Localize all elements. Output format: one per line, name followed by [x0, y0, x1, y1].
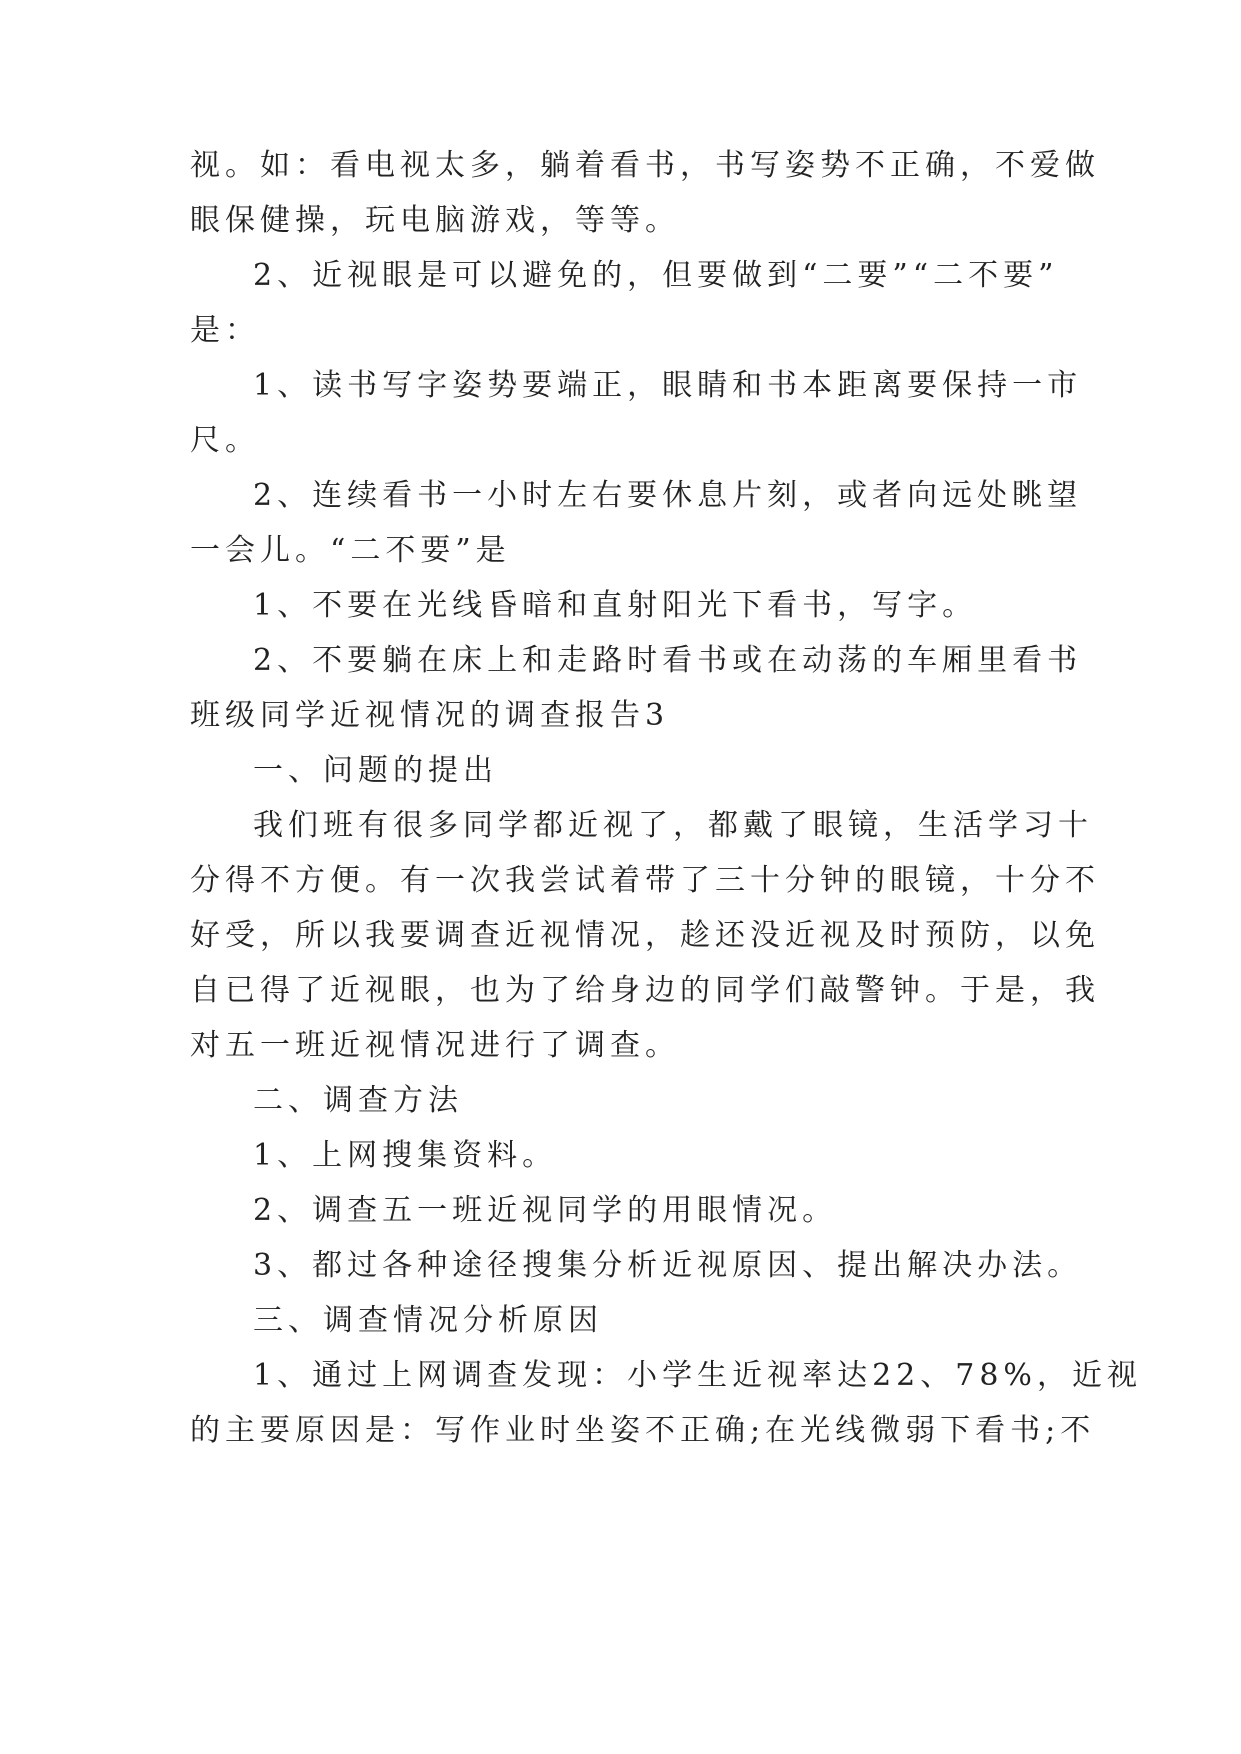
heading: 一、问题的提出	[253, 753, 498, 788]
text-line: 视。如：看电视太多，躺着看书，书写姿势不正确，不爱做	[190, 148, 1100, 183]
paragraph-start: 我们班有很多同学都近视了，都戴了眼镜，生活学习十	[253, 808, 1093, 843]
heading: 三、调查情况分析原因	[253, 1303, 603, 1338]
paragraph-start: 3、都过各种途径搜集分析近视原因、提出解决办法。	[253, 1248, 1083, 1283]
text-line: 眼保健操，玩电脑游戏，等等。	[190, 203, 680, 238]
text-line: 对五一班近视情况进行了调查。	[190, 1028, 680, 1063]
paragraph-start: 1、读书写字姿势要端正，眼睛和书本距离要保持一市	[253, 368, 1083, 403]
paragraph-start: 1、通过上网调查发现：小学生近视率达22、78%，近视	[253, 1358, 1142, 1393]
text-line: 是：	[190, 313, 260, 348]
text-line: 自已得了近视眼，也为了给身边的同学们敲警钟。于是，我	[190, 973, 1100, 1008]
paragraph-start: 2、连续看书一小时左右要休息片刻，或者向远处眺望	[253, 478, 1083, 513]
text-line: 的主要原因是：写作业时坐姿不正确;在光线微弱下看书;不	[190, 1413, 1096, 1448]
text-line: 尺。	[190, 423, 260, 458]
paragraph-start: 2、不要躺在床上和走路时看书或在动荡的车厢里看书	[253, 643, 1083, 678]
heading: 二、调查方法	[253, 1083, 463, 1118]
text-line: 分得不方便。有一次我尝试着带了三十分钟的眼镜，十分不	[190, 863, 1100, 898]
text-line: 好受，所以我要调查近视情况，趁还没近视及时预防，以免	[190, 918, 1100, 953]
paragraph-start: 2、调查五一班近视同学的用眼情况。	[253, 1193, 838, 1228]
section-title: 班级同学近视情况的调查报告3	[190, 698, 670, 733]
paragraph-start: 2、近视眼是可以避免的，但要做到“二要”“二不要”	[253, 258, 1059, 293]
text-line: 一会儿。“二不要”是	[190, 533, 511, 568]
paragraph-start: 1、不要在光线昏暗和直射阳光下看书，写字。	[253, 588, 978, 623]
paragraph-start: 1、上网搜集资料。	[253, 1138, 558, 1173]
